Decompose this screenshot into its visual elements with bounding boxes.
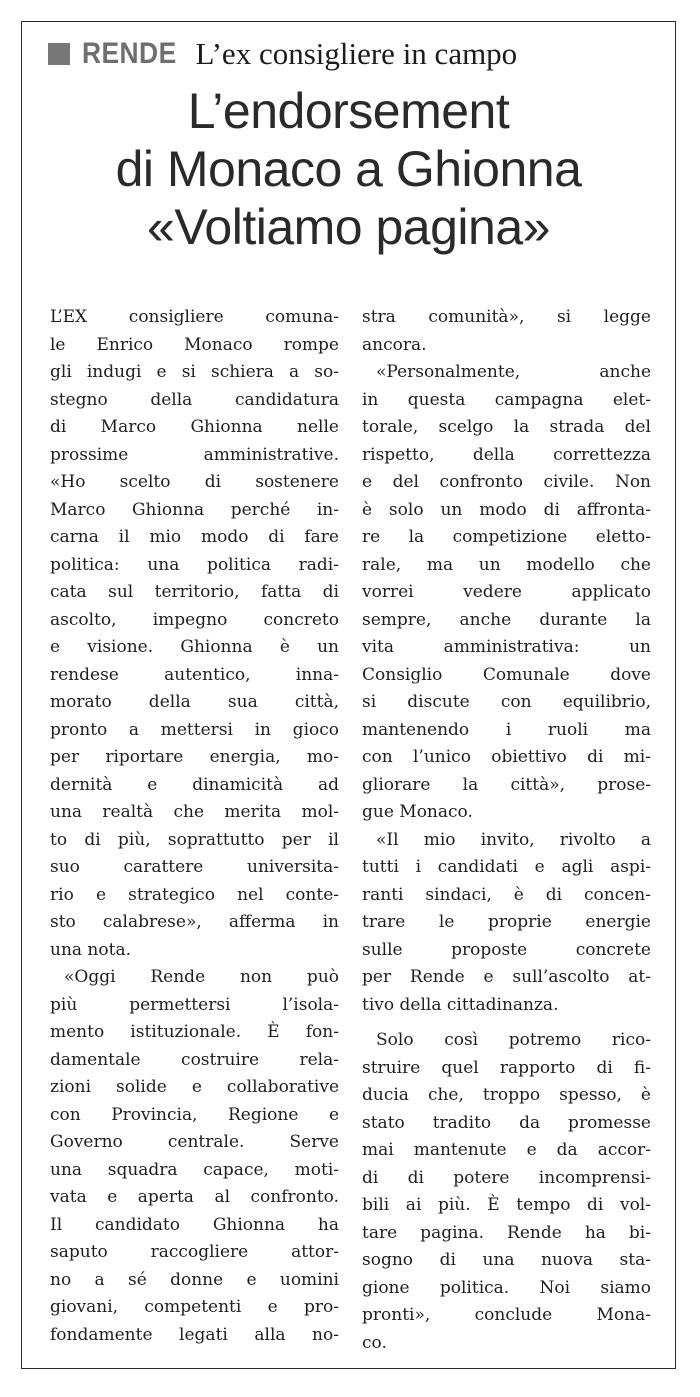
- body-text-line: stra comunità», si legge: [362, 307, 651, 327]
- headline-line: di Monaco a Ghionna: [115, 141, 582, 197]
- body-text-line: ducia che, troppo spesso, è: [362, 1085, 651, 1105]
- body-text-line: prossime amministrative.: [50, 444, 339, 465]
- article-frame: [21, 21, 676, 1369]
- body-text-line: rio e strategico nel conte-: [50, 884, 339, 905]
- body-text-line: e visione. Ghionna è un: [50, 637, 339, 657]
- body-text-line: «Personalmente, anche: [376, 362, 651, 382]
- body-text-line: fondamente legati alla no-: [50, 1324, 339, 1345]
- body-text-line: zioni solide e collaborative: [50, 1077, 339, 1097]
- body-text-line: saputo raccogliere attor-: [50, 1242, 339, 1262]
- body-text-line: con Provincia, Regione e: [50, 1104, 339, 1125]
- body-text-line: una realtà che merita mol-: [50, 802, 339, 822]
- body-text-line: una squadra capace, moti-: [50, 1159, 339, 1180]
- body-text-line: pronto a mettersi in gioco: [50, 719, 339, 740]
- headline-line: «Voltiamo pagina»: [147, 199, 550, 255]
- body-text-line: sogno di una nuova sta-: [362, 1250, 651, 1270]
- body-text-line: politica: una politica radi-: [50, 554, 339, 575]
- body-text-line: in questa campagna elet-: [362, 389, 651, 410]
- body-text-line: mantenendo i ruoli ma: [362, 719, 651, 740]
- body-text-line: rispetto, della correttezza: [362, 444, 651, 465]
- body-text-line: vita amministrativa: un: [362, 637, 651, 657]
- body-text-line: tare pagina. Rende ha bi-: [362, 1222, 651, 1243]
- body-text-line: re la competizione eletto-: [362, 527, 651, 547]
- body-text-line: morato della sua città,: [50, 692, 339, 712]
- body-text-line: cata sul territorio, fatta di: [50, 582, 339, 602]
- body-text-line: di Marco Ghionna nelle: [50, 417, 339, 437]
- body-text-line: le Enrico Monaco rompe: [50, 334, 339, 355]
- body-text-line: to di più, soprattutto per il: [50, 829, 339, 850]
- body-text-line: torale, scelgo la strada del: [362, 417, 651, 437]
- article-column-right: [362, 304, 651, 1354]
- body-text-line: sulle proposte concrete: [362, 939, 651, 960]
- body-text-line: sto calabrese», afferma in: [50, 912, 339, 932]
- body-text-line: trare le proprie energie: [362, 912, 651, 932]
- body-text-line: vorrei vedere applicato: [362, 582, 651, 602]
- body-text-line: di di potere incomprensi-: [362, 1167, 651, 1188]
- body-text-line: no a sé donne e uomini: [50, 1269, 339, 1290]
- body-text-line: mai mantenute e da accor-: [362, 1140, 651, 1160]
- body-text-line: suo carattere universita-: [50, 857, 339, 877]
- body-text-line: ranti sindaci, è di concen-: [362, 884, 651, 905]
- body-text-line: Consiglio Comunale dove: [362, 664, 651, 685]
- body-text-line: ascolto, impegno concreto: [50, 609, 339, 630]
- body-text-line: tutti i candidati e agli aspi-: [362, 857, 651, 877]
- article-body: [50, 304, 651, 1354]
- body-text-line: giovani, competenti e pro-: [50, 1297, 339, 1317]
- body-text-line: più permettersi l’isola-: [50, 994, 339, 1015]
- body-text-line: Solo così potremo rico-: [376, 1030, 651, 1050]
- article-column-left: [50, 304, 339, 1354]
- body-text-line: stegno della candidatura: [50, 389, 339, 410]
- body-text-line: gione politica. Noi siamo: [362, 1277, 651, 1298]
- body-text-line: è solo un modo di affronta-: [362, 499, 651, 520]
- body-text-line: gliorare la città», prose-: [362, 774, 651, 795]
- kicker: [48, 34, 517, 74]
- body-text-line: per Rende e sull’ascolto at-: [362, 967, 651, 987]
- body-text-line: bili ai più. È tempo di vol-: [362, 1195, 651, 1215]
- body-text-line: stato tradito da promesse: [362, 1112, 651, 1133]
- body-text-line: mento istituzionale. È fon-: [50, 1022, 339, 1042]
- headline: [22, 82, 675, 256]
- paragraph-gap: [362, 1019, 651, 1027]
- body-text-line: rale, ma un modello che: [362, 554, 651, 575]
- body-text-line: una nota.: [50, 939, 131, 960]
- body-text-line: tivo della cittadinanza.: [362, 994, 559, 1015]
- body-text-line: L’EX consigliere comuna-: [50, 307, 339, 327]
- section-tag: RENDE: [82, 37, 177, 70]
- body-text-line: gli indugi e si schiera a so-: [50, 362, 339, 382]
- kicker-subtitle: L’ex consigliere in campo: [195, 36, 518, 71]
- body-text-line: si discute con equilibrio,: [362, 692, 651, 712]
- body-text-line: per riportare energia, mo-: [50, 747, 339, 767]
- body-text-line: pronti», conclude Mona-: [362, 1305, 651, 1325]
- body-text-line: dernità e dinamicità ad: [50, 774, 339, 795]
- body-text-line: Marco Ghionna perché in-: [50, 499, 339, 520]
- headline-line: L’endorsement: [187, 83, 510, 139]
- body-text-line: «Il mio invito, rivolto a: [376, 829, 651, 850]
- body-text-line: carna il mio modo di fare: [50, 527, 339, 547]
- body-text-line: e del confronto civile. Non: [362, 472, 651, 492]
- body-text-line: gue Monaco.: [362, 802, 473, 822]
- body-text-line: struire quel rapporto di fi-: [362, 1057, 651, 1078]
- body-text-line: «Oggi Rende non può: [64, 967, 339, 987]
- body-text-line: «Ho scelto di sostenere: [50, 472, 339, 492]
- body-text-line: co.: [362, 1332, 387, 1353]
- body-text-line: Il candidato Ghionna ha: [50, 1214, 339, 1235]
- body-text-line: ancora.: [362, 334, 427, 355]
- section-square-icon: [48, 43, 70, 65]
- body-text-line: damentale costruire rela-: [50, 1049, 339, 1070]
- body-text-line: sempre, anche durante la: [362, 609, 651, 630]
- body-text-line: con l’unico obiettivo di mi-: [362, 747, 651, 767]
- body-text-line: vata e aperta al confronto.: [50, 1187, 339, 1207]
- body-text-line: Governo centrale. Serve: [50, 1132, 339, 1152]
- body-text-line: rendese autentico, inna-: [50, 664, 339, 685]
